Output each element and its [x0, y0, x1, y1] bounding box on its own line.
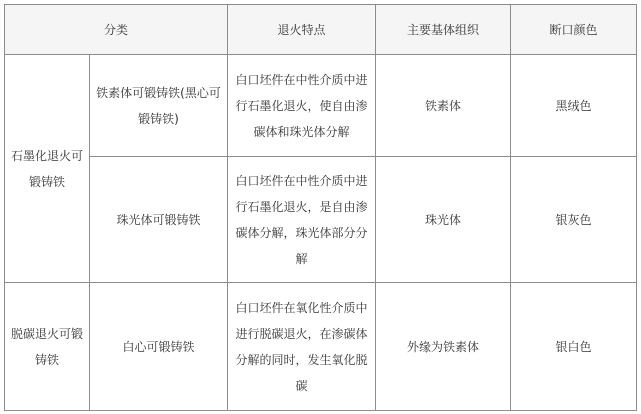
type-whiteheart: 白心可锻铸铁 — [90, 283, 228, 411]
group-graphitization: 石墨化退火可锻铸铁 — [5, 55, 90, 283]
cast-iron-classification-table — [4, 4, 637, 411]
matrix-whiteheart: 外缘为铁素体 — [376, 283, 511, 411]
header-matrix: 主要基体组织 — [376, 5, 511, 55]
matrix-pearlitic: 珠光体 — [376, 157, 511, 283]
annealing-ferritic: 白口坯件在中性介质中进行石墨化退火，使自由渗碳体和珠光体分解 — [228, 55, 376, 157]
matrix-ferritic: 铁素体 — [376, 55, 511, 157]
fracture-ferritic: 黑绒色 — [511, 55, 637, 157]
header-annealing: 退火特点 — [228, 5, 376, 55]
header-row — [5, 5, 637, 55]
annealing-pearlitic: 白口坯件在中性介质中进行石墨化退火，是自由渗碳体分解，珠光体部分分解 — [228, 157, 376, 283]
header-fracture: 断口颜色 — [511, 5, 637, 55]
table-row — [5, 55, 637, 157]
annealing-whiteheart: 白口坯件在氧化性介质中进行脱碳退火，在渗碳体分解的同时，发生氧化脱碳 — [228, 283, 376, 411]
type-ferritic: 铁素体可锻铸铁(黑心可锻铸铁) — [90, 55, 228, 157]
table-row — [5, 157, 637, 283]
type-pearlitic: 珠光体可锻铸铁 — [90, 157, 228, 283]
table-row — [5, 283, 637, 411]
group-decarburization: 脱碳退火可锻铸铁 — [5, 283, 90, 411]
fracture-pearlitic: 银灰色 — [511, 157, 637, 283]
header-category: 分类 — [5, 5, 228, 55]
fracture-whiteheart: 银白色 — [511, 283, 637, 411]
